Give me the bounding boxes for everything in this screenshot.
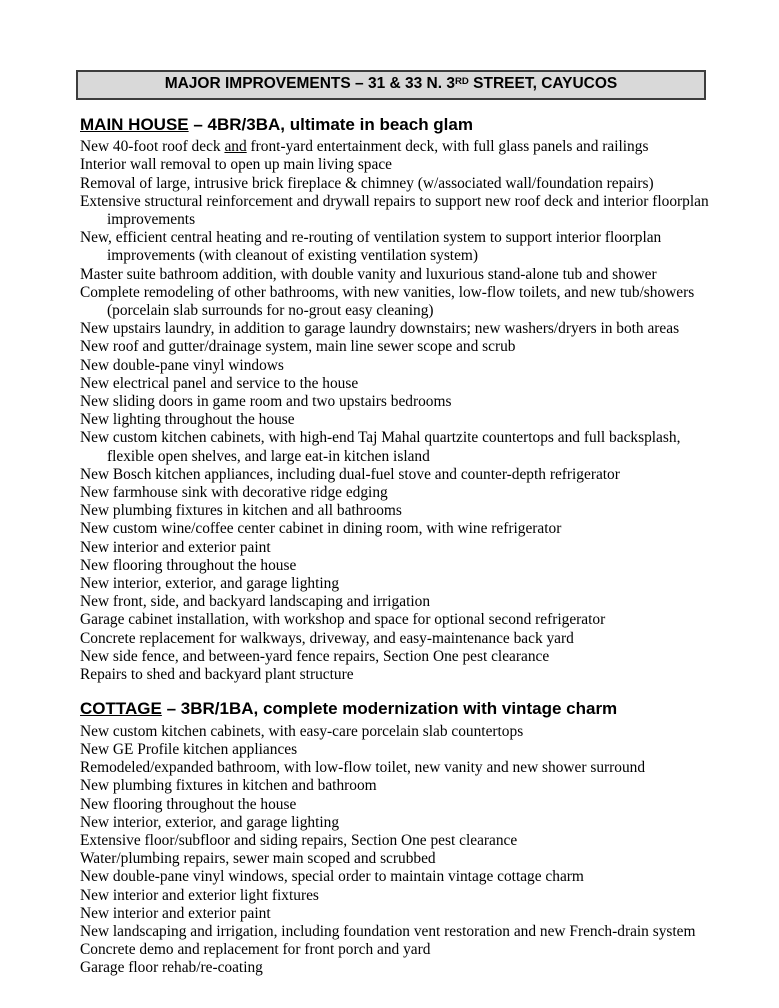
list-item: New flooring throughout the house (80, 556, 297, 574)
list-item: Repairs to shed and backyard plant structure (80, 666, 354, 684)
list-item: Extensive structural reinforcement and drywall repairs to support new roof deck and interior floorplan improvements (80, 192, 709, 228)
list-item: New custom wine/coffee center cabinet in dining room, with wine refrigerator (80, 520, 562, 538)
section-main-house (80, 115, 712, 685)
section-name: MAIN HOUSE (80, 114, 189, 134)
list-item: New Bosch kitchen appliances, including dual-fuel stove and counter-depth refrigerator (80, 465, 620, 483)
list-item: New landscaping and irrigation, including foundation vent restoration and new French-drain system (80, 923, 696, 941)
improvement-list-main-house (80, 138, 712, 684)
list-item: New flooring throughout the house (80, 795, 297, 813)
section-name: COTTAGE (80, 699, 162, 719)
list-item: Complete remodeling of other bathrooms, with new vanities, low-flow toilets, and new tub/showers (porcelain slab surrounds for no-grout easy cleaning) (80, 283, 695, 319)
list-item: New plumbing fixtures in kitchen and all bathrooms (80, 502, 402, 520)
list-item: New GE Profile kitchen appliances (80, 740, 298, 758)
list-item: New electrical panel and service to the house (80, 374, 359, 392)
list-item: New interior and exterior paint (80, 538, 271, 556)
list-item: New upstairs laundry, in addition to garage laundry downstairs; new washers/dryers in both areas (80, 320, 680, 338)
list-item: Garage cabinet installation, with workshop and space for optional second refrigerator (80, 611, 606, 629)
list-item: Extensive floor/subfloor and siding repairs, Section One pest clearance (80, 832, 518, 849)
section-subtitle: – 3BR/1BA, complete modernization with vintage charm (161, 699, 618, 719)
list-item: New lighting throughout the house (80, 411, 295, 429)
list-item: New interior, exterior, and garage lighting (80, 813, 340, 831)
improvement-list-cottage (80, 723, 712, 978)
section-subtitle: – 4BR/3BA, ultimate in beach glam (188, 114, 473, 134)
list-item: New, efficient central heating and re-routing of ventilation system to support interior floorplan improvements (with cleanout of existing ventilation system) (80, 229, 662, 265)
list-item: New sliding doors in game room and two upstairs bedrooms (80, 392, 452, 410)
list-item: Concrete demo and replacement for front porch and yard (80, 941, 431, 959)
document-title-box (76, 70, 706, 100)
section-heading-main-house (80, 115, 712, 135)
list-item: New interior, exterior, and garage lighting (80, 575, 340, 593)
list-item: New custom kitchen cabinets, with easy-care porcelain slab countertops (80, 722, 524, 740)
document-title-ordinal-superscript: RD (454, 75, 469, 87)
list-item: New plumbing fixtures in kitchen and bathroom (80, 777, 377, 795)
section-heading-cottage (80, 699, 712, 719)
list-item: Master suite bathroom addition, with double vanity and luxurious stand-alone tub and shower (80, 265, 657, 283)
list-item: Garage floor rehab/re-coating (80, 959, 263, 977)
list-item: New double-pane vinyl windows (80, 356, 284, 374)
section-cottage (80, 699, 712, 977)
list-item: New side fence, and between-yard fence repairs, Section One pest clearance (80, 647, 550, 665)
list-item: New roof and gutter/drainage system, main line sewer scope and scrub (80, 338, 516, 356)
document-title (165, 75, 618, 92)
list-item: Water/plumbing repairs, sewer main scoped and scrubbed (80, 850, 436, 868)
list-item: New front, side, and backyard landscaping and irrigation (80, 593, 431, 611)
document-title-prefix: MAJOR IMPROVEMENTS – 31 & 33 N. 3 (164, 75, 455, 92)
list-item: Removal of large, intrusive brick fireplace & chimney (w/associated wall/foundation repairs) (80, 174, 654, 192)
list-item: New custom kitchen cabinets, with high-end Taj Mahal quartzite countertops and full backsplash, flexible open shelves, and large eat-in kitchen island (80, 429, 681, 465)
document-content (76, 115, 712, 978)
document-title-suffix: STREET, CAYUCOS (468, 75, 618, 92)
list-item: Concrete replacement for walkways, driveway, and easy-maintenance back yard (80, 629, 574, 647)
list-item: New double-pane vinyl windows, special order to maintain vintage cottage charm (80, 868, 584, 886)
list-item: New 40-foot roof deck and front-yard entertainment deck, with full glass panels and railings (80, 138, 649, 156)
list-item: Interior wall removal to open up main living space (80, 156, 392, 174)
list-item: New interior and exterior light fixtures (80, 886, 319, 904)
list-item: New interior and exterior paint (80, 904, 271, 922)
list-item: New farmhouse sink with decorative ridge edging (80, 484, 388, 501)
list-item: Remodeled/expanded bathroom, with low-flow toilet, new vanity and new shower surround (80, 759, 646, 777)
